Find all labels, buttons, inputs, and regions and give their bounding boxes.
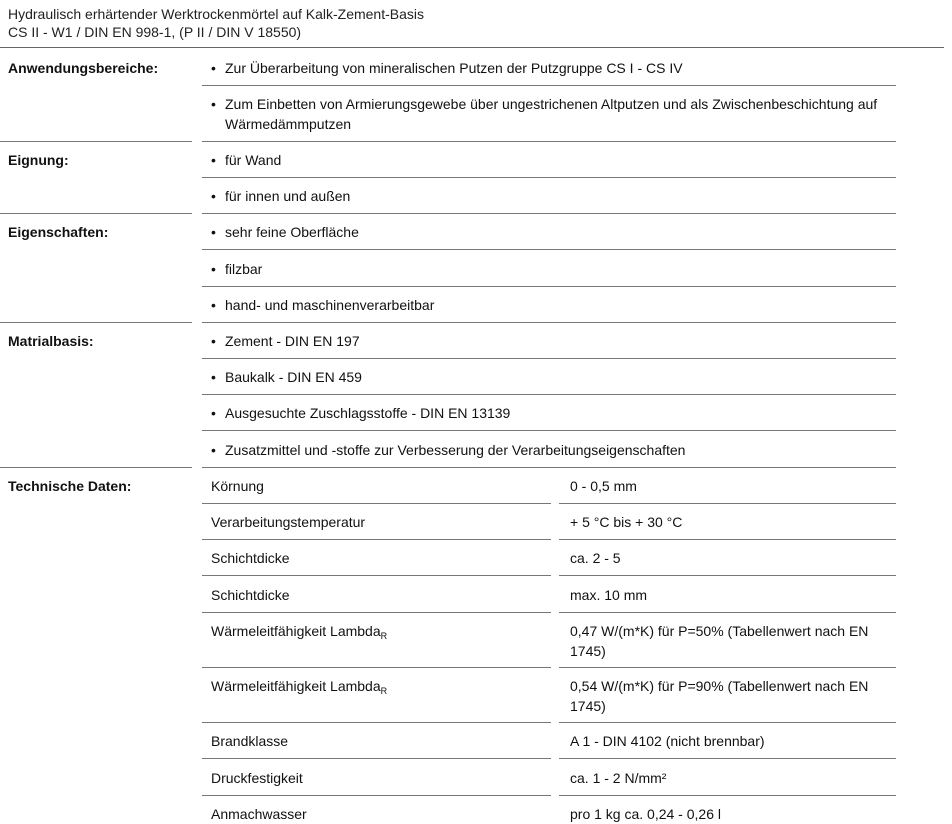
bullet-icon: • [211,333,216,349]
spec-label: Körnung [211,478,264,494]
table-row [202,759,896,796]
spec-value: ca. 2 - 5 [570,550,621,566]
list-item: • für Wand [202,142,896,178]
spec-label: Druckfestigkeit [211,770,303,786]
list-item: • Zusatzmittel und -stoffe zur Verbesserung der Verarbeitungseigenschaften [202,431,896,468]
spec-label: Anmachwasser [211,806,307,822]
bullet-icon: • [211,261,216,277]
spec-label: Schichtdicke [211,587,290,603]
section-label: Technische Daten: [8,478,132,494]
spec-label: Brandklasse [211,733,289,749]
spec-label: Wärmeleitfähigkeit Lambda$_R$ [211,678,388,696]
list-item: • Zement - DIN EN 197 [202,323,896,359]
list-item: • sehr feine Oberfläche [202,214,896,250]
section-label: Matrialbasis: [8,333,94,349]
spec-label: Wärmeleitfähigkeit Lambda$_R$ [211,623,388,641]
spec-value: pro 1 kg ca. 0,24 - 0,26 l [570,806,721,822]
list-item: • filzbar [202,250,896,287]
product-description: Hydraulisch erhärtender Werktrockenmörtel auf Kalk-Zement-Basis [8,6,425,22]
table-row [202,540,896,576]
bullet-icon: • [211,96,216,112]
table-row [202,576,896,613]
section-label: Anwendungsbereiche: [8,60,159,76]
spec-label: Schichtdicke [211,550,290,566]
list-item: • Zur Überarbeitung von mineralischen Putzen der Putzgruppe CS I - CS IV [202,50,896,86]
bullet-icon: • [211,60,216,76]
table-row [202,723,896,759]
bullet-icon: • [211,405,216,421]
spec-value: ca. 1 - 2 N/mm² [570,770,667,786]
bullet-icon: • [211,442,216,458]
bullet-icon: • [211,188,216,204]
list-item: • Baukalk - DIN EN 459 [202,359,896,395]
spec-value: max. 10 mm [570,587,648,603]
bullet-icon: • [211,297,216,313]
spec-value: 0,54 W/(m*K) für P=90% (Tabellenwert nach EN 1745) [570,678,869,714]
list-item: • für innen und außen [202,178,896,214]
bullet-icon: • [211,369,216,385]
spec-value: 0 - 0,5 mm [570,478,637,494]
bullet-icon: • [211,152,216,168]
table-row [202,613,896,668]
header-divider [0,47,944,48]
table-row [202,468,896,504]
spec-value: A 1 - DIN 4102 (nicht brennbar) [570,733,765,749]
table-row [202,504,896,540]
table-row [202,668,896,723]
bullet-icon: • [211,224,216,240]
spec-label: Verarbeitungstemperatur [211,514,366,530]
table-row [202,796,896,824]
section-label: Eignung: [8,152,69,168]
spec-value: + 5 °C bis + 30 °C [570,514,683,530]
section-label: Eigenschaften: [8,224,109,240]
list-item: • Ausgesuchte Zuschlagsstoffe - DIN EN 13139 [202,395,896,431]
list-item: • hand- und maschinenverarbeitbar [202,287,896,323]
document-header [8,5,424,41]
spec-value: 0,47 W/(m*K) für P=50% (Tabellenwert nach EN 1745) [570,623,869,659]
list-item: • Zum Einbetten von Armierungsgewebe über ungestrichenen Altputzen und als Zwischenbeschichtung auf Wärmedämmputzen [202,86,896,142]
product-norms: CS II - W1 / DIN EN 998-1, (P II / DIN V 18550) [8,24,302,40]
